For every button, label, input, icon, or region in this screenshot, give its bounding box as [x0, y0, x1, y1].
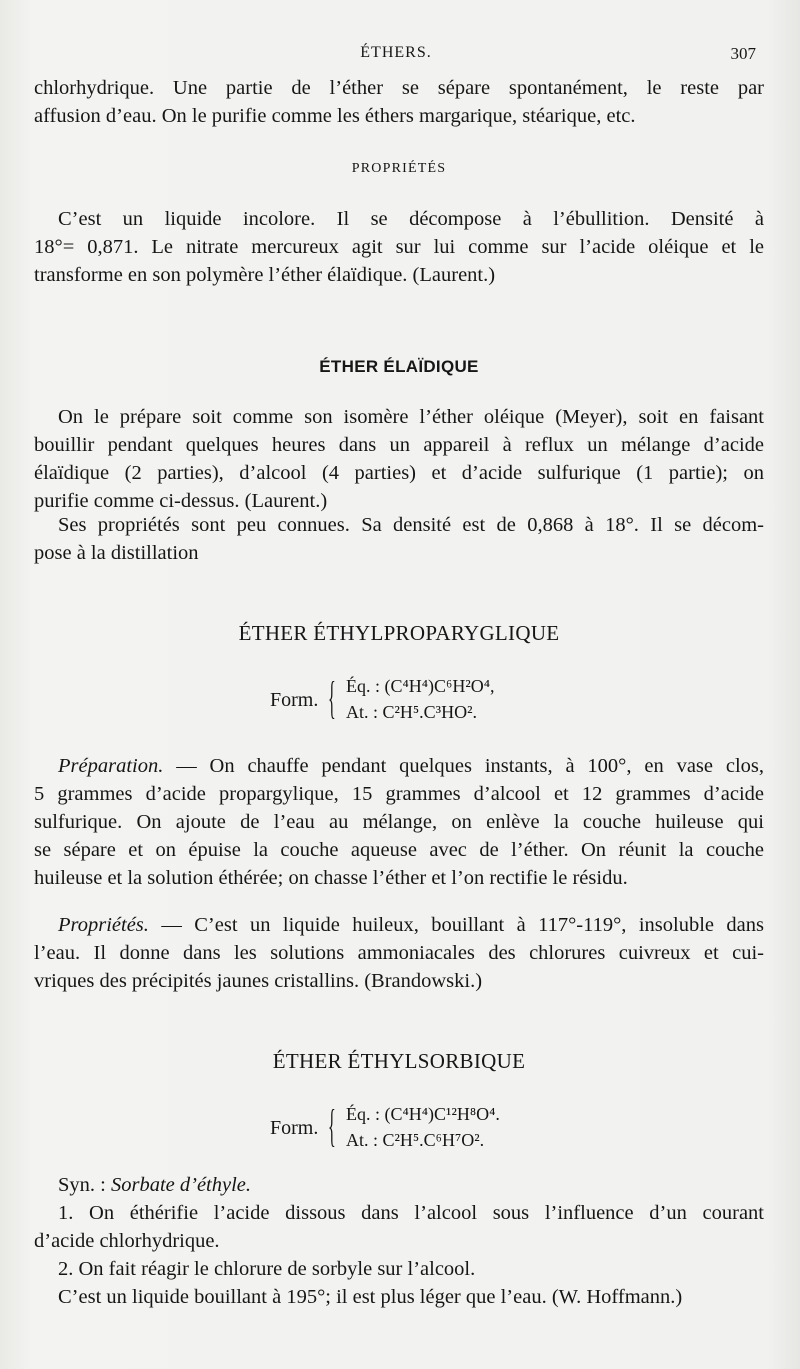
- text-line: affusion d’eau. On le purifie comme les éthers margarique, stéarique, etc.: [34, 105, 636, 127]
- text-line: sulfurique. On ajoute de l’eau au mélange, on enlève la couche huileuse qui: [34, 811, 764, 833]
- formula-ethylsorbique: [270, 1102, 570, 1158]
- text-line: 2. On fait réagir le chlorure de sorbyle sur l’alcool.: [58, 1258, 476, 1280]
- text-line: [34, 911, 764, 939]
- preparation-text: — On chauffe pendant quelques instants, à 100°, en vase clos,: [163, 755, 764, 777]
- ether-elaidique-paragraph-2: [34, 511, 764, 567]
- brace-symbol: {: [328, 1100, 336, 1151]
- synonym-line: [34, 1171, 764, 1199]
- text-line: se sépare et on épuise la couche aqueuse avec de l’éther. On réunit la couche: [34, 839, 764, 861]
- synonym-value: Sorbate d’éthyle.: [110, 1174, 252, 1196]
- text-line: On le prépare soit comme son isomère l’éther oléique (Meyer), soit en faisant: [58, 406, 764, 428]
- text-line: 1. On éthérifie l’acide dissous dans l’alcool sous l’influence d’un courant: [58, 1202, 764, 1224]
- text-line: chlorhydrique. Une partie de l’éther se sépare spontanément, le reste par: [34, 77, 764, 99]
- formula-ethylpropargylique: [270, 674, 570, 730]
- text-line: huileuse et la solution éthérée; on chasse l’éther et l’on rectifie le résidu.: [34, 867, 628, 889]
- synonym-label: Syn. :: [58, 1174, 111, 1196]
- page-number: 307: [730, 44, 756, 63]
- section-heading-ether-elaidique: ÉTHER ÉLAÏDIQUE: [319, 357, 479, 376]
- running-head: [36, 44, 756, 66]
- preparation-paragraph: [34, 752, 764, 892]
- text-line: d’acide chlorhydrique.: [34, 1230, 220, 1252]
- formula-atomic: At. : C²H⁵.C³HO².: [346, 702, 477, 722]
- text-line: vriques des précipités jaunes cristallins. (Brandowski.): [34, 970, 483, 992]
- running-title: ÉTHERS.: [360, 44, 432, 61]
- formula-label: Form.: [270, 689, 319, 711]
- text-line: élaïdique (2 parties), d’alcool (4 parties) et d’acide sulfurique (1 partie); on: [34, 462, 764, 484]
- proprietes-ethylpropargylique-paragraph: [34, 911, 764, 995]
- ether-elaidique-paragraph-1: [34, 403, 764, 515]
- text-line: 18°= 0,871. Le nitrate mercureux agit sur lui comme sur l’acide oléique et le: [34, 236, 764, 258]
- ethylsorbique-body: [34, 1171, 764, 1311]
- text-line: Ses propriétés sont peu connues. Sa densité est de 0,868 à 18°. Il se décom-: [58, 514, 764, 536]
- preparation-label: Préparation.: [58, 755, 164, 777]
- section-heading-ether-ethylpropargylique: ÉTHER ÉTHYLPROPARYGLIQUE: [238, 621, 560, 645]
- proprietes-text: — C’est un liquide huileux, bouillant à 117°-119°, insoluble dans: [148, 914, 764, 936]
- text-line: 5 grammes d’acide propargylique, 15 grammes d’alcool et 12 grammes d’acide: [34, 783, 764, 805]
- formula-equivalent: Éq. : (C⁴H⁴)C¹²H⁸O⁴.: [346, 1104, 500, 1124]
- formula-equivalent: Éq. : (C⁴H⁴)C⁶H²O⁴,: [346, 676, 495, 696]
- text-line: bouillir pendant quelques heures dans un appareil à reflux un mélange d’acide: [34, 434, 764, 456]
- brace-symbol: {: [328, 672, 336, 723]
- text-line: C’est un liquide bouillant à 195°; il est plus léger que l’eau. (W. Hoffmann.): [58, 1286, 683, 1308]
- proprietes-paragraph: [34, 205, 764, 289]
- text-line: l’eau. Il donne dans les solutions ammoniacales des chlorures cuivreux et cui-: [34, 942, 764, 964]
- section-heading-proprietes: PROPRIÉTÉS: [351, 161, 447, 176]
- section-heading-ether-ethylsorbique: ÉTHER ÉTHYLSORBIQUE: [272, 1049, 526, 1073]
- text-line: C’est un liquide incolore. Il se décompose à l’ébullition. Densité à: [58, 208, 764, 230]
- proprietes-label: Propriétés.: [58, 914, 149, 936]
- intro-paragraph: [34, 74, 764, 130]
- formula-label: Form.: [270, 1117, 319, 1139]
- text-line: pose à la distillation: [34, 542, 199, 564]
- text-line: [34, 752, 764, 780]
- text-line: transforme en son polymère l’éther élaïdique. (Laurent.): [34, 264, 496, 286]
- formula-atomic: At. : C²H⁵.C⁶H⁷O².: [346, 1130, 485, 1150]
- text-line: purifie comme ci-dessus. (Laurent.): [34, 490, 328, 512]
